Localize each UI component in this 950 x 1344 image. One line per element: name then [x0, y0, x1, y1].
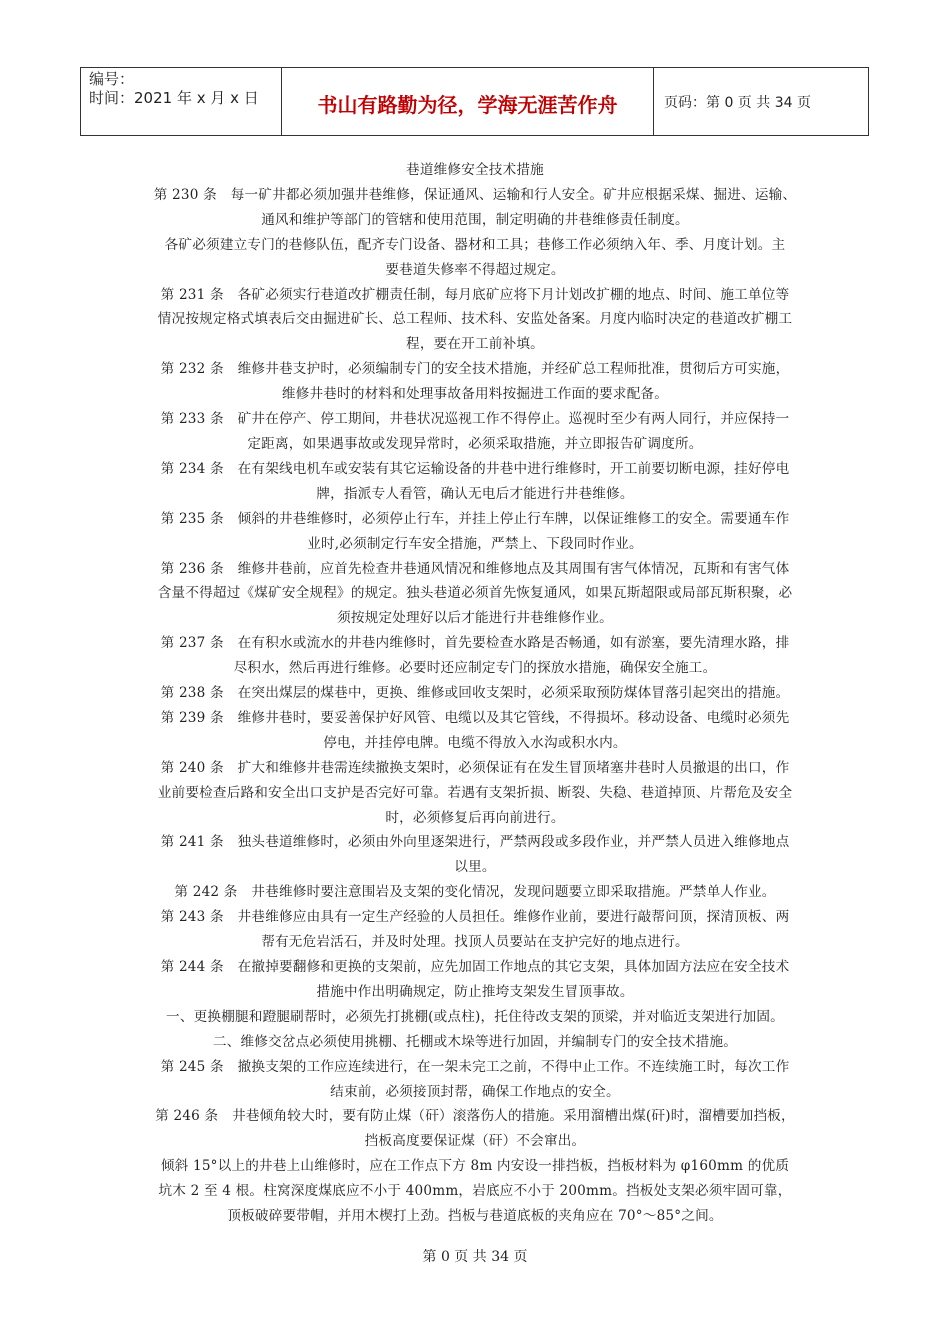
- text-line: 要巷道失修率不得超过规定。: [385, 261, 565, 278]
- text-line: 程，要在开工前补填。: [406, 336, 544, 353]
- text-line: 第 237 条 在有积水或流水的井巷内维修时，首先要检查水路是否畅通，如有淤塞，要先清理水路，排: [160, 635, 790, 652]
- text-line: 顶板破碎要带帽，并用木楔打上劲。挡板与巷道底板的夹角应在 70°～85°之间。: [227, 1208, 723, 1225]
- text-line: 定距离，如果遇事故或发现异常时，必须采取措施，并立即报告矿调度所。: [247, 435, 703, 452]
- text-line: 坑木 2 至 4 根。柱窝深度煤底应不小于 400mm，岩底应不小于 200mm。挡板处支架必须牢固可靠，: [158, 1183, 792, 1200]
- text-line: 第 245 条 撤换支架的工作应连续进行，在一架未完工之前，不得中止工作。不连续施工时，每次工作: [160, 1058, 790, 1075]
- document-title: 巷道维修安全技术措施: [406, 162, 544, 178]
- header-motto: 书山有路勤为径，学海无涯苦作舟: [282, 68, 654, 135]
- document-body: [100, 158, 850, 1229]
- header-table: [80, 67, 869, 136]
- text-line: 第 232 条 维修井巷支护时，必须编制专门的安全技术措施，并经矿总工程师批准，贯彻后方可实施，: [160, 361, 790, 378]
- document-number-label: 编号：: [89, 70, 135, 88]
- text-line: 牌，指派专人看管，确认无电后才能进行井巷维修。: [316, 485, 634, 502]
- text-line: 业前要检查后路和安全出口支护是否完好可靠。若遇有支架折损、断裂、失稳、巷道掉顶、片帮危及安全: [157, 784, 793, 801]
- text-line: 第 231 条 各矿必须实行巷道改扩棚责任制，每月底矿应将下月计划改扩棚的地点、时间、施工单位等: [160, 286, 790, 303]
- text-line: 一、更换棚腿和蹬腿刷帮时，必须先打挑棚(或点柱)，托住待改支架的顶梁，并对临近支架进行加固。: [166, 1008, 784, 1025]
- text-line: 第 234 条 在有架线电机车或安装有其它运输设备的井巷中进行维修时，开工前要切断电源，挂好停电: [160, 460, 790, 477]
- text-line: 第 240 条 扩大和维修井巷需连续撤换支架时，必须保证有在发生冒顶堵塞井巷时人员撤退的出口，作: [160, 759, 790, 776]
- text-line: 第 230 条 每一矿井都必须加强井巷维修，保证通风、运输和行人安全。矿井应根据采煤、掘进、运输、: [153, 186, 797, 203]
- text-line: 第 233 条 矿井在停产、停工期间，井巷状况巡视工作不得停止。巡视时至少有两人同行，并应保持一: [160, 411, 790, 428]
- text-line: 第 242 条 井巷维修时要注意围岩及支架的变化情况，发现问题要立即采取措施。严禁单人作业。: [174, 884, 776, 901]
- text-line: 二、维修交岔点必须使用挑棚、托棚或木垛等进行加固，并编制专门的安全技术措施。: [212, 1033, 738, 1050]
- text-line: 第 236 条 维修井巷前，应首先检查井巷通风情况和维修地点及其周围有害气体情况，瓦斯和有害气体: [160, 560, 790, 577]
- text-line: 倾斜 15°以上的井巷上山维修时，应在工作点下方 8m 内安设一排挡板，挡板材料为 φ160mm 的优质: [160, 1158, 790, 1175]
- text-line: 结束前，必须接顶封帮，确保工作地点的安全。: [330, 1083, 620, 1100]
- text-line: 通风和维护等部门的管辖和使用范围，制定明确的井巷维修责任制度。: [261, 211, 689, 228]
- text-line: 第 241 条 独头巷道维修时，必须由外向里逐架进行，严禁两段或多段作业，并严禁人员进入维修地点: [160, 834, 790, 851]
- text-line: 各矿必须建立专门的巷修队伍，配齐专门设备、器材和工具；巷修工作必须纳入年、季、月度计划。主: [164, 236, 786, 253]
- text-line: 时，必须修复后再向前进行。: [385, 809, 565, 826]
- header-page-number: 页码：第 0 页 共 34 页: [664, 94, 811, 111]
- document-text: [100, 183, 850, 1229]
- text-line: 第 246 条 井巷倾角较大时，要有防止煤（矸）滚落伤人的措施。采用溜槽出煤(矸)时，溜槽要加挡板，: [155, 1108, 795, 1125]
- document-date: 时间：2021 年 x 月 x 日: [89, 89, 259, 107]
- text-line: 第 239 条 维修井巷时，要妥善保护好风管、电缆以及其它管线，不得损坏。移动设备、电缆时必须先: [160, 709, 790, 726]
- text-line: 停电，并挂停电牌。电缆不得放入水沟或积水内。: [323, 734, 627, 751]
- text-line: 第 244 条 在撤掉要翻修和更换的支架前，应先加固工作地点的其它支架，具体加固方法应在安全技术: [160, 959, 790, 975]
- text-line: 第 235 条 倾斜的井巷维修时，必须停止行车，并挂上停止行车牌，以保证维修工的安全。需要通车作: [160, 510, 790, 527]
- text-line: 情况按规定格式填表后交由掘进矿长、总工程师、技术科、安监处备案。月度内临时决定的巷道改扩棚工: [157, 311, 793, 328]
- page-footer: 第 0 页 共 34 页: [422, 1249, 528, 1265]
- text-line: 措施中作出明确规定，防止推垮支架发生冒顶事故。: [316, 983, 634, 1000]
- text-line: 第 238 条 在突出煤层的煤巷中，更换、维修或回收支架时，必须采取预防煤体冒落引起突出的措施。: [160, 685, 790, 702]
- text-line: 第 243 条 井巷维修应由具有一定生产经验的人员担任。维修作业前，要进行敲帮问顶，探清顶板、两: [160, 909, 790, 926]
- header-meta: [81, 68, 282, 135]
- text-line: 须按规定处理好以后才能进行井巷维修作业。: [337, 610, 613, 627]
- text-line: 维修井巷时的材料和处理事故备用料按掘进工作面的要求配备。: [281, 386, 669, 403]
- text-line: 帮有无危岩活石，并及时处理。找顶人员要站在支护完好的地点进行。: [261, 934, 689, 951]
- text-line: 含量不得超过《煤矿安全规程》的规定。独头巷道必须首先恢复通风，如果瓦斯超限或局部瓦斯积聚，必: [157, 585, 793, 602]
- text-line: 挡板高度要保证煤（矸）不会窜出。: [364, 1133, 586, 1150]
- text-line: 尽积水，然后再进行维修。必要时还应制定专门的探放水措施，确保安全施工。: [233, 660, 717, 677]
- text-line: 业时,必须制定行车安全措施，严禁上、下段同时作业。: [307, 535, 643, 552]
- text-line: 以里。: [454, 859, 496, 876]
